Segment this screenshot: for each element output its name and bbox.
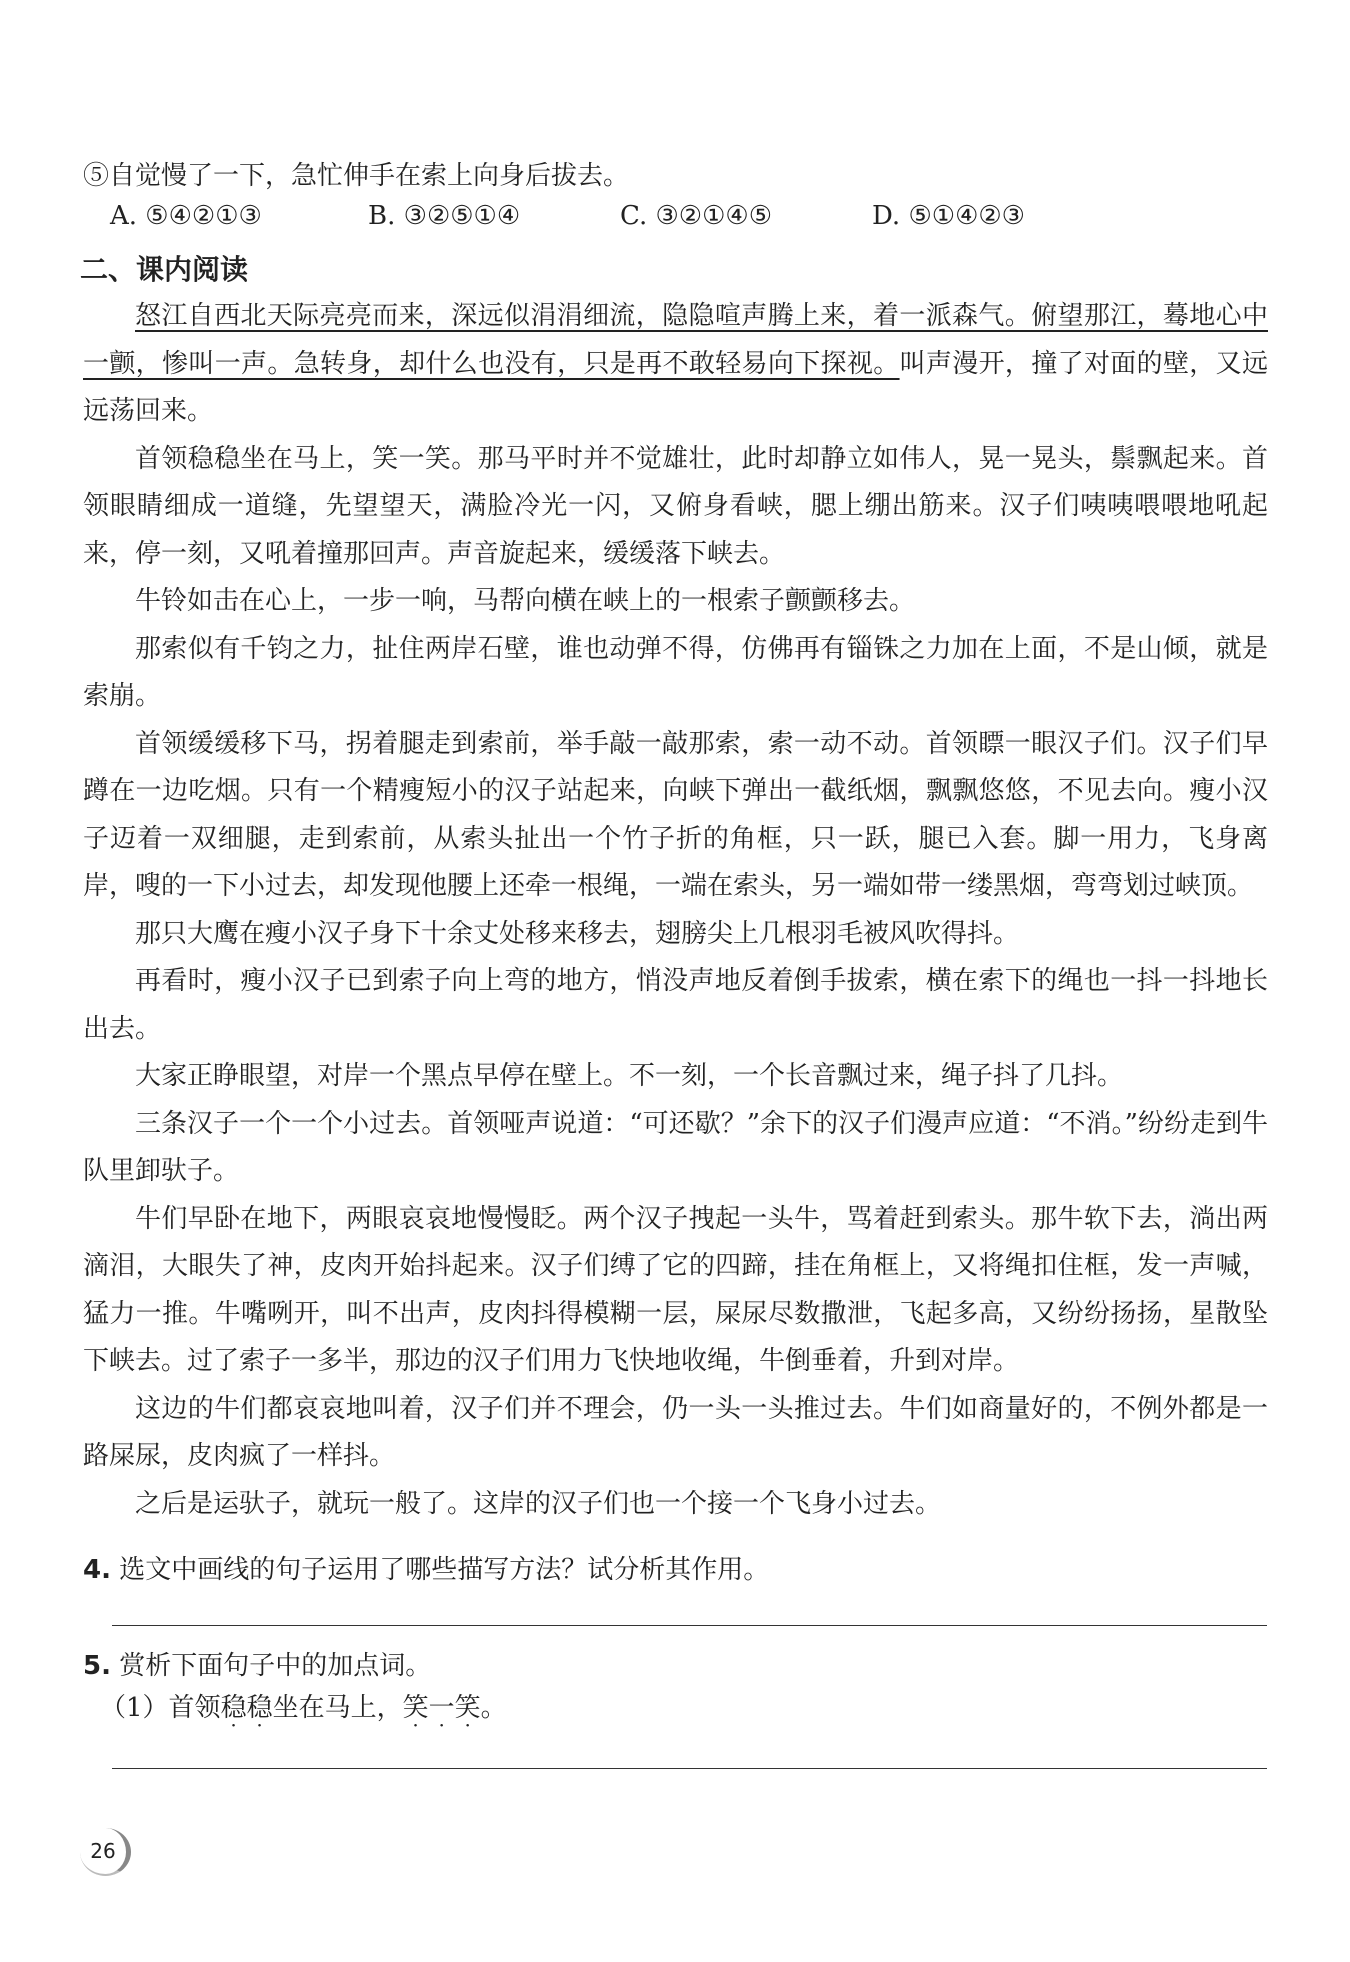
paragraph-4: 那索似有千钧之力，扯住两岸石壁，谁也动弹不得，仿佛再有锱铢之力加在上面，不是山倾，就是索崩。 — [83, 633, 1268, 711]
option-b: B. ③②⑤①④ — [368, 201, 521, 231]
dotted-word-xiaoyixiao — [403, 1693, 481, 1723]
option-a: A. ⑤④②①③ — [110, 201, 262, 231]
underlined-sentences: 怒江自西北天际亮亮而来，深远似涓涓细流，隐隐喧声腾上来，着一派森气。俯望那江，蓦地心中一颤，惨叫一声。急转身，却什么也没有，只是再不敢轻易向下探视。 — [83, 301, 1268, 379]
paragraph-1 — [83, 293, 1268, 436]
paragraph-9: 三条汉子一个一个小过去。首领哑声说道：“可还歇？”余下的汉子们漫声应道：“不消。”纷纷走到牛队里卸驮子。 — [83, 1108, 1268, 1186]
paragraph-3: 牛铃如击在心上，一步一响，马帮向横在峡上的一根索子颤颤移去。 — [135, 586, 916, 616]
option-d: D. ⑤①④②③ — [872, 201, 1025, 231]
paragraph-5: 首领缓缓移下马，拐着腿走到索前，举手敲一敲那索，索一动不动。首领瞟一眼汉子们。汉子们早蹲在一边吃烟。只有一个精瘦短小的汉子站起来，向峡下弹出一截纸烟，飘飘悠悠，不见去向。瘦小汉子迈着一双细腿，走到索前，从索头扯出一个竹子折的角框，只一跃，腿已入套。脚一用力，飞身离岸，嗖的一下小过去，却发现他腰上还牵一根绳，一端在索头，另一端如带一缕黑烟，弯弯划过峡顶。 — [83, 728, 1268, 901]
dotted-char: 一 — [428, 1693, 455, 1723]
option-c: C. ③②①④⑤ — [620, 201, 773, 231]
paragraph-8: 大家正睁眼望，对岸一个黑点早停在壁上。不一刻，一个长音飘过来，绳子抖了几抖。 — [135, 1061, 1124, 1091]
sub-question-number: （1） — [100, 1693, 169, 1723]
question-5-text: 赏析下面句子中的加点词。 — [119, 1651, 432, 1681]
dotted-char: 稳 — [220, 1693, 247, 1723]
dotted-word-wenwen — [221, 1693, 273, 1723]
paragraph-11: 这边的牛们都哀哀地叫着，汉子们并不理会，仍一头一头推过去。牛们如商量好的，不例外都是一路屎尿，皮肉疯了一样抖。 — [83, 1393, 1268, 1471]
dotted-char: 笑 — [454, 1693, 481, 1723]
page-number: 26 — [80, 1828, 131, 1876]
dotted-char: 稳 — [246, 1693, 273, 1723]
question-4 — [83, 1552, 769, 1588]
answer-line-q4[interactable] — [112, 1625, 1267, 1626]
paragraph-1-rest: 叫声漫开，撞了对面的壁，又远远荡回来。 — [83, 348, 1268, 426]
question-5 — [83, 1648, 431, 1684]
paragraph-2: 首领稳稳坐在马上，笑一笑。那马平时并不觉雄壮，此时却静立如伟人，晃一晃头，鬃飘起来。首领眼睛细成一道缝，先望望天，满脸冷光一闪，又俯身看峡，腮上绷出筋来。汉子们咦咦喂喂地吼起来，停一刻，又吼着撞那回声。声音旋起来，缓缓落下峡去。 — [83, 443, 1268, 569]
paragraph-10: 牛们早卧在地下，两眼哀哀地慢慢眨。两个汉子拽起一头牛，骂着赶到索头。那牛软下去，淌出两滴泪，大眼失了神，皮肉开始抖起来。汉子们缚了它的四蹄，挂在角框上，又将绳扣住框，发一声喊，猛力一推。牛嘴咧开，叫不出声，皮肉抖得模糊一层，屎尿尽数撒泄，飞起多高，又纷纷扬扬，星散坠下峡去。过了索子一多半，那边的汉子们用力飞快地收绳，牛倒垂着，升到对岸。 — [83, 1203, 1268, 1376]
question-4-number: 4. — [83, 1555, 111, 1585]
paragraph-12: 之后是运驮子，就玩一般了。这岸的汉子们也一个接一个飞身小过去。 — [135, 1488, 942, 1519]
sentence-part: 。 — [480, 1693, 507, 1723]
sentence-part: 坐在马上， — [272, 1693, 403, 1723]
paragraph-7: 再看时，瘦小汉子已到索子向上弯的地方，悄没声地反着倒手拔索，横在索下的绳也一抖一抖地长出去。 — [83, 966, 1268, 1044]
paragraph-6: 那只大鹰在瘦小汉子身下十余丈处移来移去，翅膀尖上几根羽毛被风吹得抖。 — [135, 918, 1020, 949]
section-heading: 二、课内阅读 — [80, 253, 249, 286]
dotted-char: 笑 — [402, 1693, 429, 1723]
question-item-5: ⑤自觉慢了一下，急忙伸手在索上向身后拔去。 — [83, 161, 630, 191]
question-4-text: 选文中画线的句子运用了哪些描写方法？试分析其作用。 — [119, 1555, 770, 1585]
dotted-word — [403, 1693, 481, 1723]
sentence-part: 首领 — [168, 1693, 221, 1723]
question-5-sub-1 — [100, 1690, 507, 1726]
dotted-word — [221, 1693, 273, 1723]
reading-passage — [83, 293, 1268, 1528]
question-5-number: 5. — [83, 1651, 111, 1681]
answer-line-q5[interactable] — [112, 1768, 1267, 1769]
